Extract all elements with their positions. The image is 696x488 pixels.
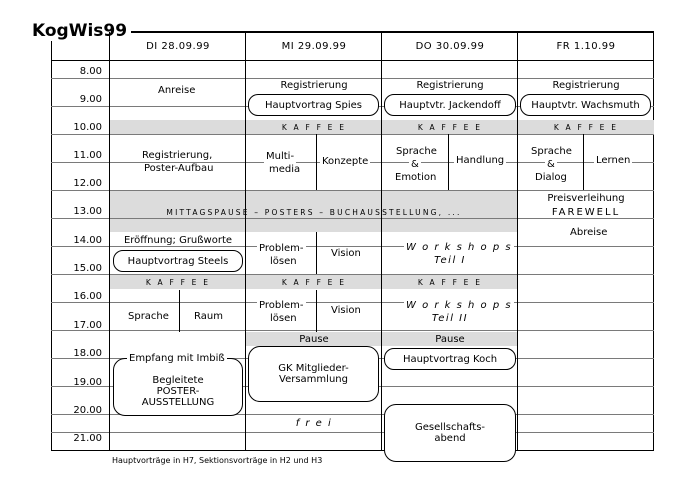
wed-gk-assembly: GK Mitglieder- Versammlung — [248, 346, 379, 402]
wed-concepts: Konzepte — [322, 156, 369, 167]
wed-multimedia-1: Multi- — [266, 151, 295, 162]
tue-poster-exhibition: Begleitete POSTER- AUSSTELLUNG — [113, 358, 243, 416]
tue-poster-setup: Poster-Aufbau — [144, 163, 214, 174]
fri-language-3: Dialog — [535, 172, 567, 183]
wed-keynote-spies: Hauptvortrag Spies — [248, 94, 379, 116]
coffee-label: K A F F E E — [145, 278, 211, 287]
session-divider — [316, 134, 317, 190]
wed-problem-2: lösen — [270, 256, 297, 267]
day-header-friday: FR 1.10.99 — [556, 41, 616, 52]
thu-workshops-1: W o r k s h o p s — [406, 242, 513, 253]
grid-line — [51, 274, 654, 275]
fri-registration: Registrierung — [552, 80, 620, 91]
thu-workshops-2: W o r k s h o p s — [406, 300, 513, 311]
title-rule — [118, 31, 654, 32]
thu-registration: Registrierung — [416, 80, 484, 91]
tue-arrival: Anreise — [158, 85, 196, 96]
fri-award: Preisverleihung — [547, 193, 625, 204]
time-label: 10.00 — [73, 122, 102, 133]
fri-keynote-wachsmuth: Hauptvtr. Wachsmuth — [520, 94, 651, 116]
thu-language-2: & — [411, 159, 419, 170]
wed-registration: Registrierung — [280, 80, 348, 91]
day-divider — [517, 32, 518, 451]
fri-departure: Abreise — [570, 227, 608, 238]
session-divider — [448, 134, 449, 190]
tue-reception: Empfang mit Imbiß — [129, 353, 225, 364]
coffee-label: K A F F E E — [417, 278, 483, 287]
tue-space-session: Raum — [194, 311, 223, 322]
day-divider — [381, 32, 382, 451]
day-header-thursday: DO 30.09.99 — [415, 41, 485, 52]
wed-problem-1b: Problem- — [259, 300, 304, 311]
time-label: 15.00 — [73, 263, 102, 274]
thu-language-1: Sprache — [396, 146, 437, 157]
grid-line — [51, 330, 654, 331]
thu-keynote-jackendoff: Hauptvtr. Jackendoff — [384, 94, 516, 116]
wed-multimedia-2: media — [269, 164, 301, 175]
time-label: 12.00 — [73, 178, 102, 189]
fri-learning: Lernen — [596, 155, 631, 166]
time-label: 17.00 — [73, 320, 102, 331]
header-divider — [51, 60, 654, 61]
thu-language-3: Emotion — [395, 172, 437, 183]
fri-farewell: FAREWELL — [551, 207, 621, 218]
coffee-label: K A F F E E — [281, 123, 347, 132]
thu-pause: Pause — [435, 334, 465, 345]
time-label: 21.00 — [73, 433, 102, 444]
session-divider — [316, 290, 317, 332]
time-label: 19.00 — [73, 377, 102, 388]
tue-language-session: Sprache — [128, 311, 169, 322]
wed-problem-2b: lösen — [270, 313, 297, 324]
time-label: 20.00 — [73, 405, 102, 416]
fri-language-2: & — [547, 159, 555, 170]
thu-workshops-2-part: Teil II — [431, 313, 469, 324]
session-divider — [316, 232, 317, 274]
grid-line — [51, 302, 654, 303]
day-header-tuesday: DI 28.09.99 — [146, 41, 210, 52]
coffee-label: K A F F E E — [417, 123, 483, 132]
thu-action: Handlung — [456, 155, 505, 166]
wed-pause: Pause — [299, 334, 329, 345]
page-title: KogWis99 — [32, 21, 131, 41]
tue-keynote-steels: Hauptvortrag Steels — [113, 250, 243, 272]
time-label: 11.00 — [73, 150, 102, 161]
time-label: 16.00 — [73, 291, 102, 302]
time-label: 8.00 — [79, 66, 102, 77]
wed-problem-1: Problem- — [259, 243, 304, 254]
grid-line — [51, 432, 654, 433]
thu-social-evening: Gesellschafts- abend — [384, 404, 516, 462]
time-label: 13.00 — [73, 206, 102, 217]
session-divider — [583, 134, 584, 190]
fri-language-1: Sprache — [531, 146, 572, 157]
coffee-label: K A F F E E — [553, 123, 619, 132]
tue-opening: Eröffnung; Grußworte — [123, 235, 233, 246]
grid-line — [51, 190, 654, 191]
session-divider — [179, 290, 180, 332]
grid-line — [51, 78, 654, 79]
time-label: 18.00 — [73, 348, 102, 359]
thu-workshops-1-part: Teil I — [434, 255, 466, 266]
wed-vision-b: Vision — [331, 305, 361, 316]
tue-registration: Registrierung, — [142, 150, 213, 161]
day-header-wednesday: MI 29.09.99 — [281, 41, 347, 52]
time-label: 9.00 — [79, 94, 102, 105]
thu-keynote-koch: Hauptvortrag Koch — [384, 348, 516, 370]
time-label: 14.00 — [73, 235, 102, 246]
footer-note: Hauptvorträge in H7, Sektionsvorträge in H2 und H3 — [112, 456, 323, 465]
coffee-label: K A F F E E — [281, 278, 347, 287]
wed-vision: Vision — [331, 248, 361, 259]
lunch-label: MITTAGSPAUSE – POSTERS – BUCHAUSSTELLUNG, ... — [166, 208, 462, 217]
wed-free: f r e i — [295, 418, 333, 429]
grid-line — [51, 134, 654, 135]
